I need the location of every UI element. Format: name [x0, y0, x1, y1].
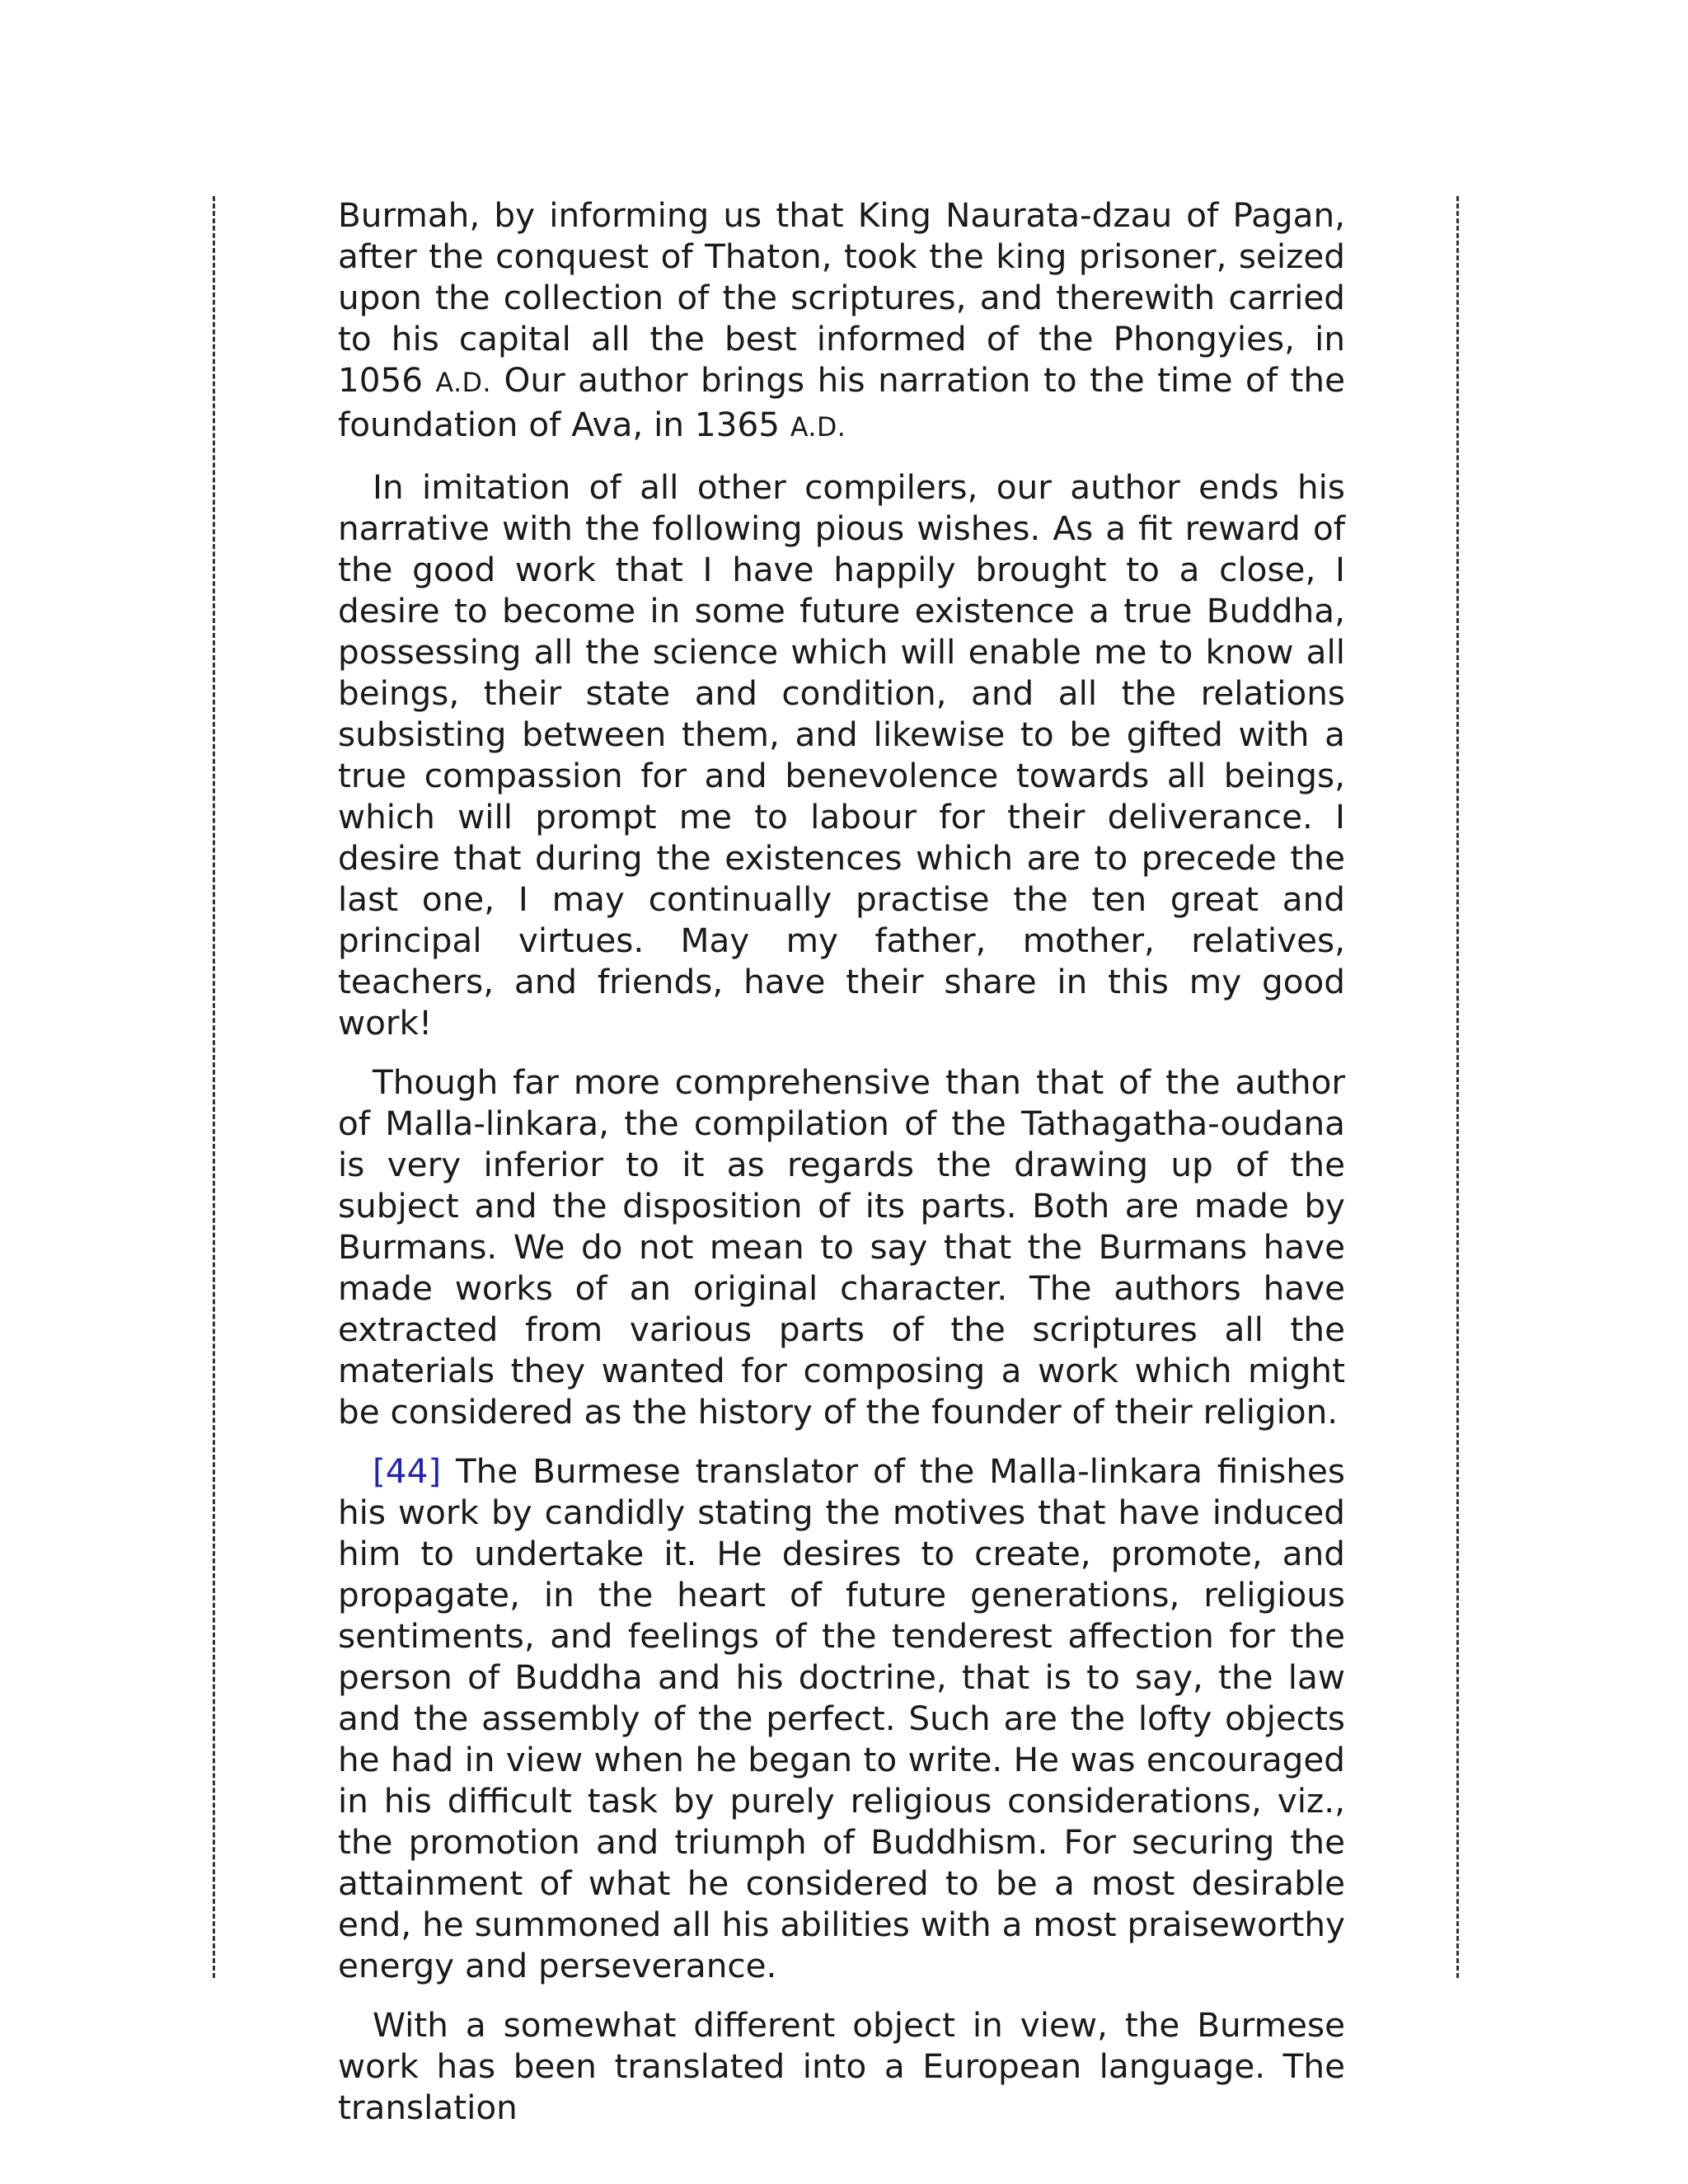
era-abbreviation: A.D.: [435, 368, 491, 398]
text-column: [338, 194, 1345, 2146]
era-abbreviation: A.D.: [790, 413, 846, 443]
paragraph-5: With a somewhat different object in view, the Burmese work has been translated into a European language. The translation: [338, 2005, 1345, 2127]
paragraph-4: [338, 1451, 1345, 1986]
paragraph-3: Though far more comprehensive than that of the author of Malla-linkara, the compilation of the Tathagatha-oudana is very inferior to it as regards the drawing up of the subject and the disposition of its parts. Both are made by Burmans. We do not mean to say that the Burmans have made works of an original character. The authors have extracted from various parts of the scriptures all the materials they wanted for composing a work which might be considered as the history of the founder of their religion.: [338, 1062, 1345, 1432]
paragraph-1-text-a: Burmah, by informing us that King Naurata-dzau of Pagan, after the conquest of Thaton, took the king prisoner, seized upon the collection of the scriptures, and therewith carried to his capital all the best informed of the Phongyies, in 1056: [338, 195, 1345, 400]
paragraph-1-text-b: Our author brings his narration to the time of the foundation of Ava, in 1365: [338, 360, 1346, 444]
paragraph-2: In imitation of all other compilers, our author ends his narrative with the following pious wishes. As a fit reward of the good work that I have happily brought to a close, I desire to become in some future existence a true Buddha, possessing all the science which will enable me to know all beings, their state and condition, and all the relations subsisting between them, and likewise to be gifted with a true compassion for and benevolence towards all beings, which will prompt me to labour for their deliverance. I desire that during the existences which are to precede the last one, I may continually practise the ten great and principal virtues. May my father, mother, relatives, teachers, and friends, have their share in this my good work!: [338, 467, 1345, 1043]
paragraph-1: [338, 194, 1345, 448]
page-number-link[interactable]: [44]: [373, 1451, 442, 1491]
paragraph-4-text: The Burmese translator of the Malla-linkara finishes his work by candidly stating the motives that have induced him to undertake it. He desires to create, promote, and propagate, in the heart of future generations, religious sentiments, and feelings of the tenderest affection for the person of Buddha and his doctrine, that is to say, the law and the assembly of the perfect. Such are the lofty objects he had in view when he began to write. He was encouraged in his difficult task by purely religious considerations, viz., the promotion and triumph of Buddhism. For securing the attainment of what he considered to be a most desirable end, he summoned all his abilities with a most praiseworthy energy and perseverance.: [338, 1451, 1345, 1985]
